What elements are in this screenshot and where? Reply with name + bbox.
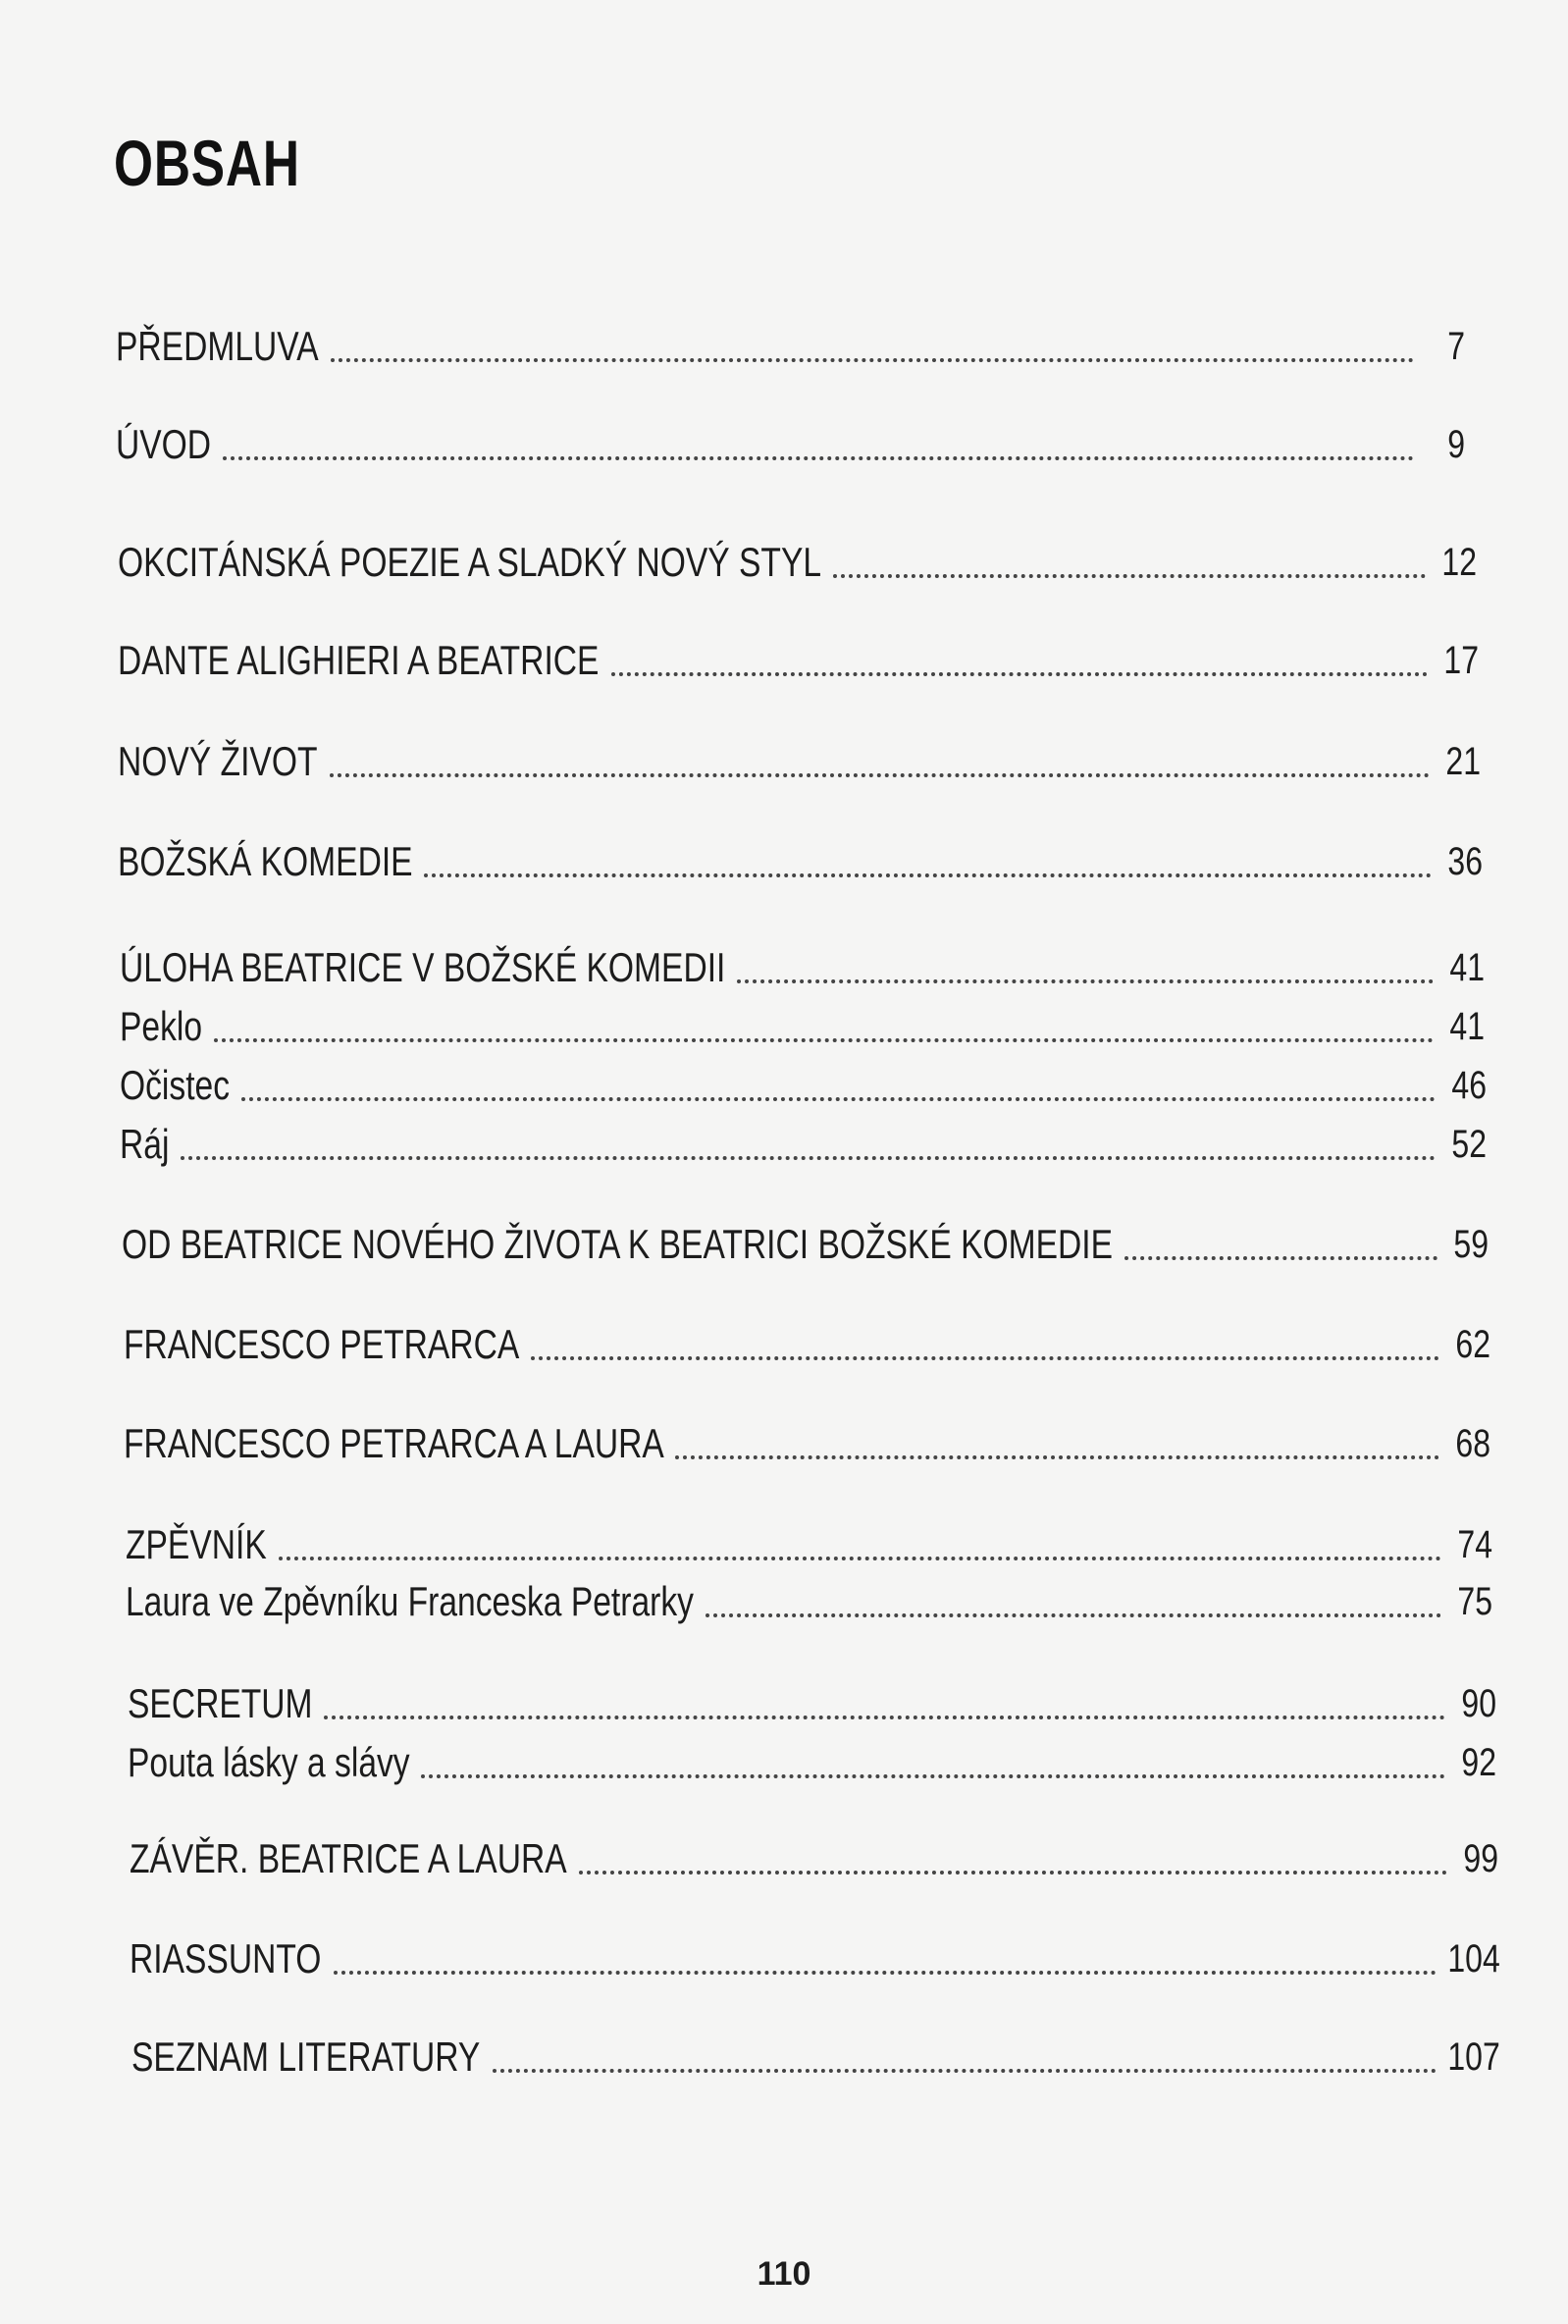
dot-leader [324,1716,1445,1719]
toc-entry-title: Očistec [120,1062,231,1108]
toc-entry-page: 41 [1449,946,1485,989]
toc-entry-page: 17 [1443,639,1479,682]
dot-leader [279,1557,1442,1560]
toc-entry-page: 59 [1453,1223,1489,1266]
toc-entry[interactable] [122,1217,1489,1272]
toc-entry[interactable] [131,2030,1500,2085]
dot-leader [1124,1256,1437,1260]
dot-leader [833,574,1426,578]
toc-entry-title: Ráj [120,1121,170,1167]
toc-entry[interactable] [120,999,1485,1054]
toc-entry-page: 75 [1457,1580,1492,1623]
toc-entry[interactable] [128,1676,1496,1731]
toc-entry-title: NOVÝ ŽIVOT [118,738,318,784]
toc-entry-page: 52 [1451,1123,1487,1166]
dot-leader [579,1871,1447,1875]
toc-entry-page: 46 [1451,1064,1487,1107]
dot-leader [334,1971,1437,1975]
toc-entry[interactable] [130,1931,1500,1986]
toc-entry-page: 36 [1447,840,1483,883]
toc-entry-page: 104 [1447,1937,1500,1981]
dot-leader [241,1097,1436,1101]
dot-leader [214,1038,1434,1042]
toc-entry-page: 90 [1461,1682,1496,1725]
dot-leader [493,2069,1437,2073]
dot-leader [421,1774,1445,1778]
dot-leader [675,1455,1439,1459]
toc-entry[interactable] [126,1517,1492,1572]
dot-leader [331,358,1414,362]
dot-leader [181,1156,1436,1160]
toc-entry-page: 99 [1463,1837,1498,1880]
toc-entry-page: 107 [1447,2035,1500,2079]
toc-entry[interactable] [128,1735,1496,1790]
toc-entry[interactable] [120,1058,1487,1113]
toc-entry-title: Peklo [120,1003,203,1049]
toc-entry-title: Pouta lásky a slávy [128,1739,410,1785]
toc-entry-title: ÚLOHA BEATRICE V BOŽSKÉ KOMEDII [120,944,726,990]
page-title: OBSAH [114,127,300,199]
toc-entry[interactable] [118,834,1483,889]
toc-entry[interactable] [120,940,1485,995]
toc-entry-title: SEZNAM LITERATURY [131,2034,481,2080]
toc-entry-page: 7 [1447,325,1465,368]
toc-entry-title: FRANCESCO PETRARCA [124,1321,520,1367]
toc-entry[interactable] [118,734,1481,789]
toc-entry-page: 41 [1449,1005,1485,1048]
toc-entry-page: 68 [1455,1422,1490,1465]
dot-leader [424,873,1432,877]
toc-entry-page: 12 [1441,541,1477,584]
page-number: 110 [757,2255,811,2293]
toc-entry-title: RIASSUNTO [130,1935,322,1981]
toc-entry[interactable] [116,417,1465,472]
toc-entry-title: ZÁVĚR. BEATRICE A LAURA [130,1835,567,1881]
toc-entry[interactable] [118,633,1479,688]
toc-entry-page: 9 [1447,423,1465,466]
toc-entry[interactable] [118,535,1477,590]
toc-entry[interactable] [126,1574,1492,1629]
dot-leader [330,773,1430,777]
dot-leader [531,1356,1439,1360]
dot-leader [223,456,1414,460]
toc-entry-title: Laura ve Zpěvníku Franceska Petrarky [126,1578,694,1624]
dot-leader [706,1613,1441,1617]
dot-leader [737,979,1434,983]
toc-entry[interactable] [116,319,1465,374]
toc-entry[interactable] [124,1317,1490,1372]
toc-entry[interactable] [120,1117,1487,1172]
toc-entry-page: 74 [1457,1523,1492,1566]
toc-entry-page: 92 [1461,1741,1496,1784]
toc-entry[interactable] [130,1831,1498,1886]
toc-entry-title: PŘEDMLUVA [116,323,319,369]
toc-entry-title: BOŽSKÁ KOMEDIE [118,838,413,884]
toc-entry-title: SECRETUM [128,1680,313,1726]
toc-entry-title: ZPĚVNÍK [126,1521,267,1567]
toc-entry-title: OD BEATRICE NOVÉHO ŽIVOTA K BEATRICI BOŽSKÉ KOMEDIE [122,1221,1114,1267]
toc-entry[interactable] [124,1416,1490,1471]
toc-entry-title: DANTE ALIGHIERI A BEATRICE [118,637,600,683]
dot-leader [611,672,1428,676]
toc-entry-title: FRANCESCO PETRARCA A LAURA [124,1420,664,1466]
toc-entry-page: 62 [1455,1323,1490,1366]
toc-entry-page: 21 [1445,740,1481,783]
toc-entry-title: OKCITÁNSKÁ POEZIE A SLADKÝ NOVÝ STYL [118,539,822,585]
toc-entry-title: ÚVOD [116,421,212,467]
